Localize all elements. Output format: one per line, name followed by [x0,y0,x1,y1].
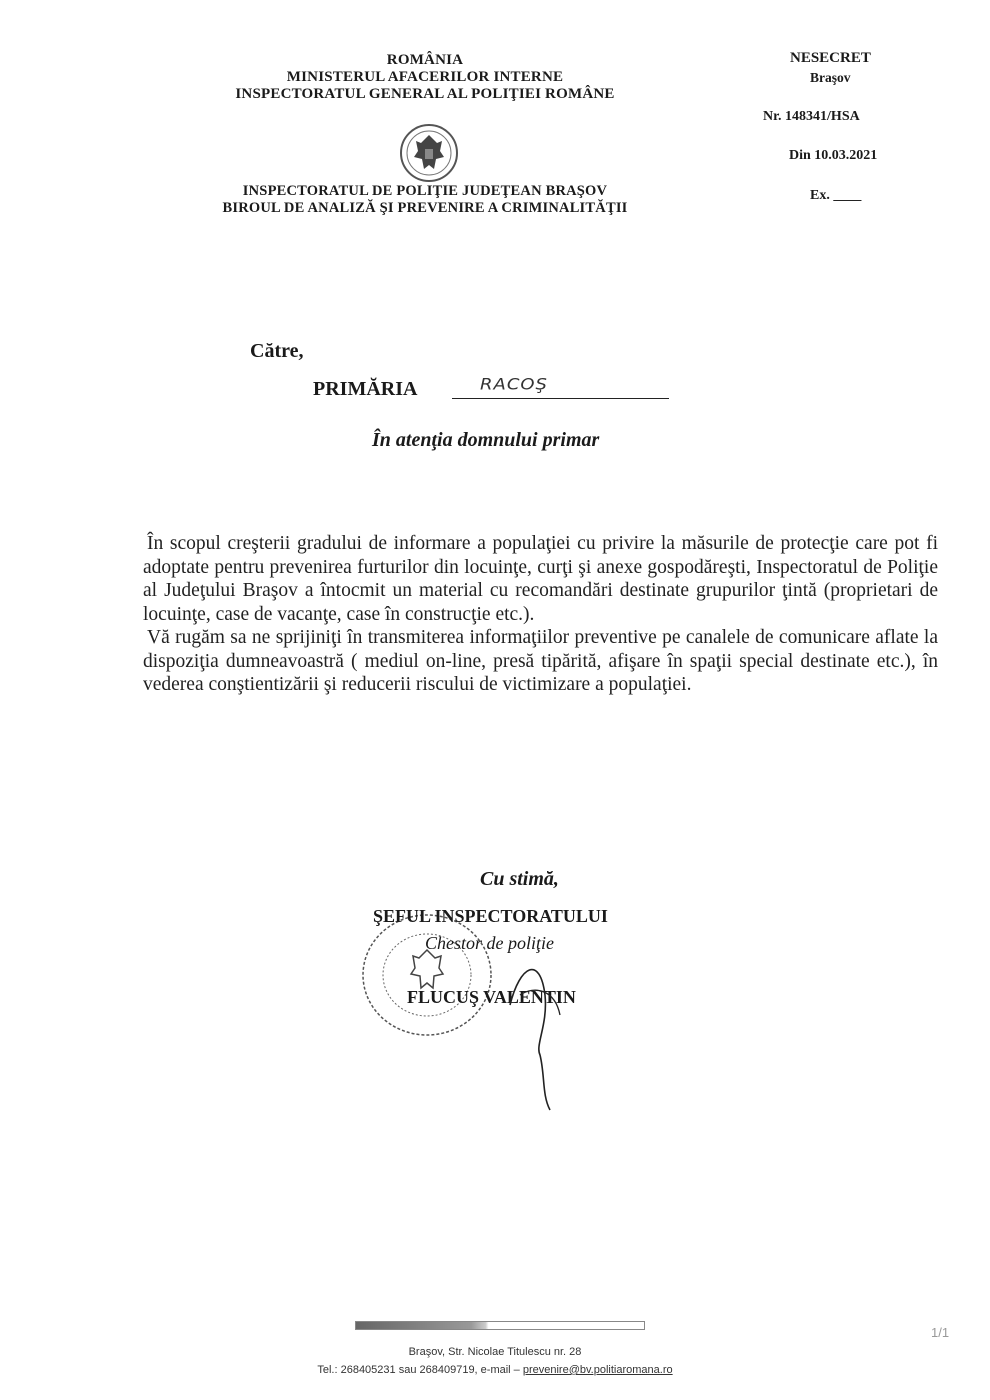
document-date: Din 10.03.2021 [789,148,878,163]
body-paragraph-2: Vă rugăm sa ne sprijiniţi în transmiterea informaţiilor preventive pe canalele de comunicare aflate la dispoziţia dumneavoastră ( mediul on-line, presă tipărită, afişare în spaţii special destinate etc.), în vederea conştientizării şi reducerii riscului de victimizare a populaţiei. [143,627,938,695]
header-ministry: MINISTERUL AFACERILOR INTERNE [286,69,564,85]
unit-block [200,183,650,217]
official-stamp [357,910,497,1045]
footer-bar [355,1321,645,1330]
body-paragraph-1: În scopul creşterii gradului de informare a populaţiei cu privire la măsurile de protecţie care pot fi adoptate pentru prevenirea furturilor din locuinţe, curţi şi anexe gospodăreşti, Inspectoratul de Poliţie al Judeţului Braşov a întocmit un material cu recomandări destinate grupurilor ţintă (proprietari de locuinţe, case de vacanţe, case în construcţie etc.). [143,533,938,625]
copy-number: Ex. ____ [810,188,862,203]
addressee-underline [452,398,669,399]
signatory-rank: Chestor de poliţie [425,933,554,953]
signatory-name: FLUCUŞ VALENTIN [407,987,576,1007]
handwritten-signature [500,935,580,1120]
header-block [180,52,670,103]
handwritten-name: RACOŞ [480,375,548,394]
signatory-title: ŞEFUL INSPECTORATULUI [373,906,608,926]
classification-level: NESECRET [790,50,871,66]
footer-email-link[interactable]: prevenire@bv.politiaromana.ro [522,1364,673,1376]
addressee-to: Către, [250,340,304,362]
classification-city: Braşov [810,70,851,85]
footer-contact [0,1364,990,1376]
coat-of-arms-emblem [394,123,464,188]
header-country: ROMÂNIA [386,52,464,68]
unit-inspectorate: INSPECTORATUL DE POLIŢIE JUDEŢEAN BRAŞOV [242,183,608,199]
header-igpr: INSPECTORATUL GENERAL AL POLIŢIEI ROMÂNE [235,86,615,102]
document-number: Nr. 148341/HSA [763,109,860,124]
closing: Cu stimă, [480,868,559,890]
addressee-label: PRIMĂRIA [313,378,418,400]
attention-line: În atenţia domnului primar [372,429,600,451]
footer-contact-phones: Tel.: 268405231 sau 268409719, e-mail – [317,1364,523,1376]
body-text [143,532,938,697]
page-number: 1/1 [931,1325,950,1340]
footer-address: Braşov, Str. Nicolae Titulescu nr. 28 [408,1346,582,1358]
unit-bureau: BIROUL DE ANALIZĂ ŞI PREVENIRE A CRIMINALITĂŢII [222,200,628,216]
